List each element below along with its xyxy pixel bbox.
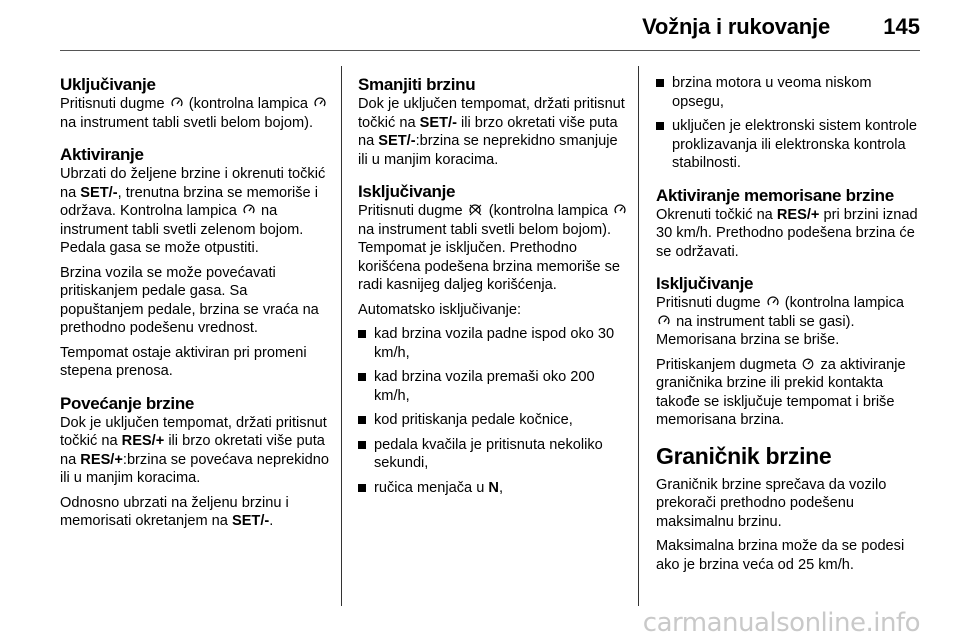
text: pri brzini iznad 30 km/h. Prethodno podešena brzina će se održavati. <box>656 206 918 260</box>
section-heading: Smanjiti brzinu <box>358 75 476 94</box>
speed-limiter-icon <box>802 358 814 370</box>
section-aktiviranje-memorisane-brzine <box>656 185 922 262</box>
paragraph <box>656 356 922 430</box>
chapter-title: Vožnja i rukovanje <box>642 14 830 39</box>
bullet-list <box>656 74 922 173</box>
section-povecanje-brzine <box>60 393 332 531</box>
text: ili brzo okretati više puta na <box>60 433 325 468</box>
section-heading: Povećanje brzine <box>60 393 195 413</box>
text: Pritisnuti dugme <box>60 96 165 112</box>
column-2 <box>358 74 630 509</box>
column-3 <box>656 74 922 586</box>
text: kad brzina vozila padne ispod oko 30 km/h, <box>374 326 615 361</box>
text: uključen je elektronski sistem kontrole proklizavanja ili elektronska kontrola stabilnosti. <box>672 118 917 171</box>
text: (kontrolna lampica <box>784 295 905 311</box>
list-item <box>656 117 922 173</box>
text: Pritisnuti dugme <box>358 203 463 219</box>
section-heading: Isključivanje <box>358 182 456 201</box>
section-heading: Aktiviranje <box>60 145 144 164</box>
paragraph: Tempomat ostaje aktiviran pri promeni stepena prenosa. <box>60 344 307 379</box>
text: :brzina se povećava neprekidno ili u manjim koracima. <box>60 451 329 486</box>
text: Dok je uključen tempomat, držati pritisnut točkić na <box>358 96 625 131</box>
text: na instrument tabli svetli belom bojom). <box>60 114 314 131</box>
control-label: SET/- <box>231 513 270 529</box>
text: Odnosno ubrzati na željenu brzinu i memorisati okretanjem na <box>60 494 289 529</box>
cruise-control-icon <box>614 204 626 216</box>
text: Dok je uključen tempomat, držati pritisnut točkić na <box>60 414 327 449</box>
text: , trenutna brzina se memoriše i održava. Kontrolna lampica <box>60 184 318 219</box>
text: na instrument tabli svetli belom bojom). Tempomat je isključen. Prethodno korišćena podešena brzina memoriše se radi kasnijeg daljeg korišćenja. <box>358 221 621 293</box>
paragraph <box>656 206 922 262</box>
paragraph <box>358 95 630 169</box>
paragraph: Maksimalna brzina može da se podesi ako je brzina veća od 25 km/h. <box>656 538 905 573</box>
text: (kontrolna lampica <box>488 203 609 219</box>
watermark: carmanualsonline.info <box>642 608 920 638</box>
paragraph <box>60 95 332 132</box>
column-divider-1 <box>341 66 342 606</box>
text: kad brzina vozila premaši oko 200 km/h, <box>374 369 595 404</box>
cruise-control-icon <box>171 97 183 109</box>
control-label: SET/- <box>80 184 118 201</box>
text: za aktiviranje graničnika brzine ili prekid kontakta takođe se isključuje tempomat i briše memorisana brzina. <box>656 356 906 428</box>
section-heading: Aktiviranje memorisane brzine <box>656 185 894 205</box>
list-item <box>358 479 630 498</box>
paragraph: Graničnik brzine sprečava da vozilo prekorači prethodno podešenu maksimalnu brzinu. <box>656 476 887 530</box>
text: ili brzo okretati više puta na <box>358 114 618 149</box>
list-item <box>656 74 922 111</box>
cruise-control-off-icon <box>469 204 483 216</box>
cruise-control-icon <box>314 97 326 109</box>
control-label: SET/- <box>419 114 457 131</box>
section-aktiviranje <box>60 144 332 381</box>
control-label: RES/+ <box>776 206 820 223</box>
cruise-control-icon <box>767 296 779 308</box>
cruise-control-icon <box>243 204 255 216</box>
list-item <box>358 325 630 362</box>
page-number: 145 <box>883 14 920 39</box>
paragraph <box>358 202 630 295</box>
column-divider-2 <box>638 66 639 606</box>
text: (kontrolna lampica <box>188 96 309 112</box>
main-heading: Graničnik brzine <box>656 442 832 469</box>
bullet-list <box>358 325 630 497</box>
list-item <box>358 436 630 473</box>
text: na instrument tabli svetli zelenom bojom. Pedala gasa se može otpustiti. <box>60 203 304 256</box>
section-iskljucivanje <box>358 181 630 497</box>
paragraph <box>60 494 332 531</box>
paragraph: Brzina vozila se može povećavati pritiskanjem pedale gasa. Sa popuštanjem pedale, brzina se vraća na prethodno podešenu vrednost. <box>60 264 319 336</box>
control-label: RES/+ <box>121 433 165 449</box>
section-iskljucivanje-2 <box>656 273 922 430</box>
section-ukljucivanje <box>60 74 332 132</box>
list-item <box>358 411 630 430</box>
paragraph <box>60 414 332 488</box>
paragraph <box>656 294 922 350</box>
cruise-control-icon <box>658 315 670 327</box>
header-rule <box>60 50 920 51</box>
paragraph <box>60 165 332 258</box>
text: na instrument tabli se gasi). Memorisana brzina se briše. <box>656 313 855 348</box>
list-item <box>358 368 630 405</box>
section-smanjiti-brzinu <box>358 74 630 169</box>
text: Okrenuti točkić na <box>656 206 773 223</box>
text: Ubrzati do željene brzine i okrenuti točkić na <box>60 166 326 201</box>
text: brzina motora u veoma niskom opsegu, <box>672 75 872 110</box>
text: Pritiskanjem dugmeta <box>656 356 797 373</box>
control-label: SET/- <box>378 133 416 149</box>
text: :brzina se neprekidno smanjuje ili u manjim koracima. <box>358 133 618 168</box>
text: pedala kvačila je pritisnuta nekoliko sekundi, <box>374 436 603 471</box>
gear-label: N <box>488 479 499 496</box>
text: ručica menjača u <box>374 479 485 496</box>
paragraph: Automatsko isključivanje: <box>358 301 522 318</box>
column-1 <box>60 74 332 543</box>
text: . <box>269 513 274 529</box>
page-header <box>0 0 960 56</box>
text: , <box>498 479 503 496</box>
text: kod pritiskanja pedale kočnice, <box>374 412 573 428</box>
section-heading: Uključivanje <box>60 75 156 94</box>
section-heading: Isključivanje <box>656 274 754 293</box>
text: Pritisnuti dugme <box>656 295 761 311</box>
control-label: RES/+ <box>80 451 123 468</box>
section-granicnik-brzine <box>656 442 922 575</box>
